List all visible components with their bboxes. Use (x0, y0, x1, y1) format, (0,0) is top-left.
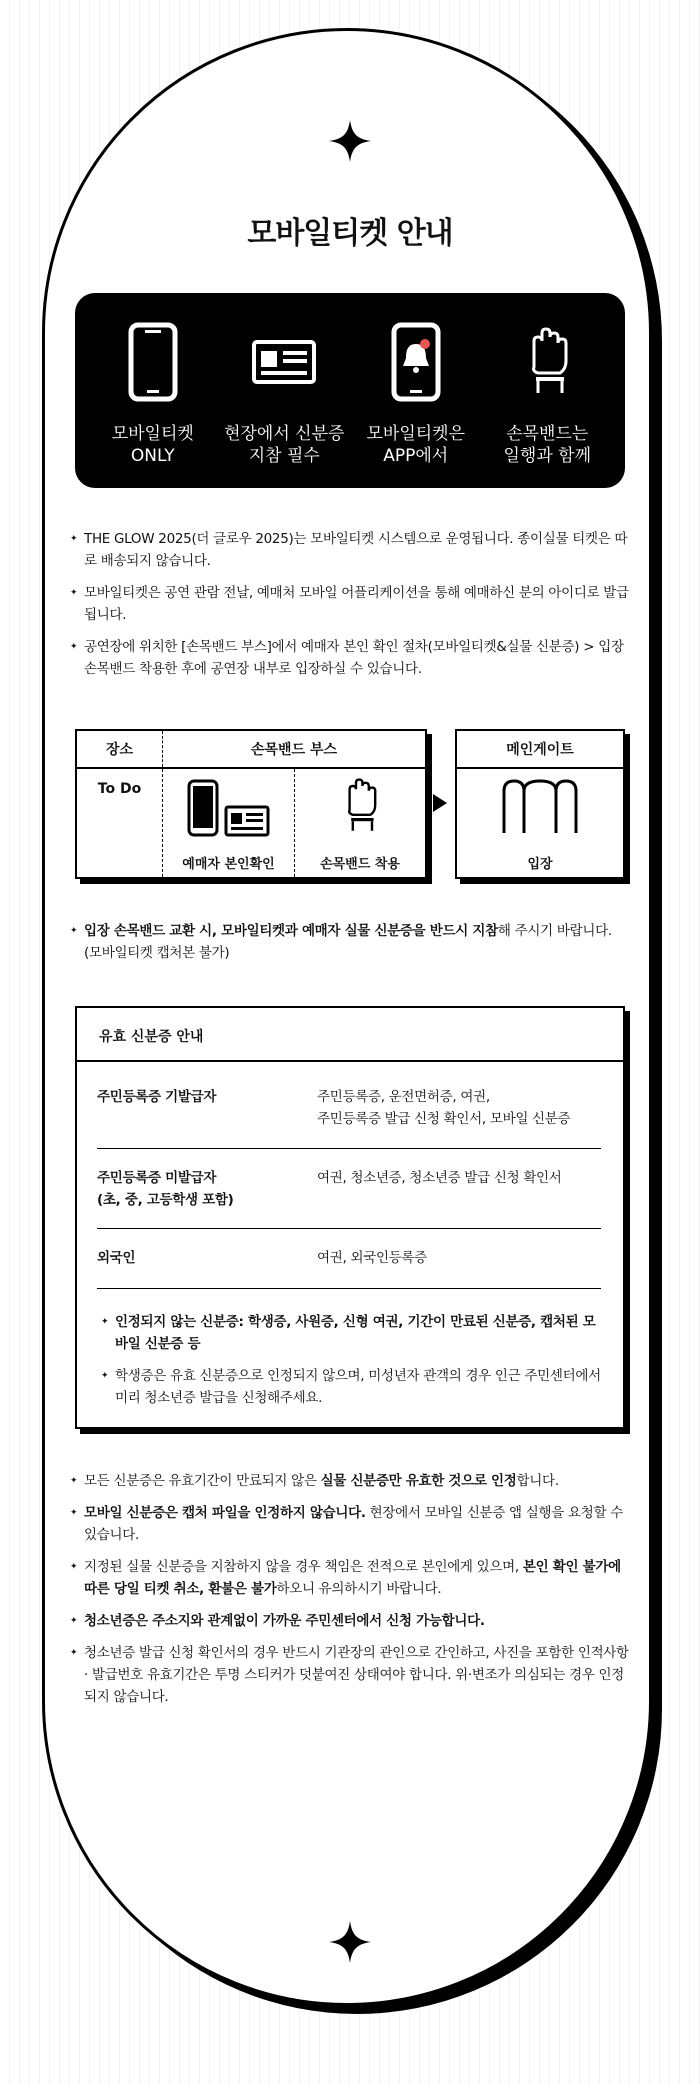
id-guide-box (75, 1006, 625, 1429)
icon-label: 현장에서 신분증 지참 필수 (224, 424, 345, 466)
step-enter (457, 769, 623, 872)
icon-label: 모바일티켓 ONLY (111, 424, 194, 466)
todo-label: To Do (77, 769, 163, 877)
booth-flow-box (75, 729, 427, 879)
id-guide-heading: 유효 신분증 안내 (77, 1008, 623, 1062)
id-card-icon (222, 319, 347, 405)
booth-header: 손목밴드 부스 (250, 742, 338, 758)
sparkle-top-icon (329, 120, 371, 162)
icon-label: 모바일티켓은 APP에서 (366, 424, 466, 466)
step-enter-label: 입장 (527, 857, 553, 872)
sparkle-bottom-icon (329, 1921, 371, 1963)
arrow-right-icon (433, 794, 447, 812)
step-verify (163, 769, 295, 877)
icon-cell-id-required (222, 319, 347, 488)
page-title: 모바일티켓 안내 (247, 216, 453, 251)
table-row: 외국인 여권, 외국인등록증 (97, 1229, 601, 1289)
intro-bullets (70, 528, 635, 690)
exchange-note (70, 920, 635, 974)
table-row: 주민등록증 미발급자 (초, 중, 고등학생 포함) 여권, 청소년증, 청소년증 발급 신청 확인서 (97, 1149, 601, 1229)
list-item: ✦ 입장 손목밴드 교환 시, 모바일티켓과 예매자 실물 신분증을 반드시 지참해 주시기 바랍니다. (모바일티켓 캡처본 불가) (70, 920, 635, 964)
bottom-bullets (70, 1470, 635, 1718)
table-row: 주민등록증 기발급자 주민등록증, 운전면허증, 여권, 주민등록증 발급 신청 확인서, 모바일 신분증 (97, 1062, 601, 1149)
icon-cell-app (353, 319, 478, 488)
phone-notification-icon (353, 319, 478, 405)
list-item: ✦ 인정되지 않는 신분증: 학생증, 사원증, 신형 여권, 기간이 만료된 신분증, 캡처된 모바일 신분증 등 (101, 1311, 601, 1355)
phone-icon (90, 319, 215, 405)
list-item: ✦ 청소년증 발급 신청 확인서의 경우 반드시 기관장의 관인으로 간인하고, 사진을 포함한 인적사항 · 발급번호 유효기간은 투명 스티커가 덧붙여진 상태여야 합니다. 위·변조가 의심되는 경우 인정되지 않습니다. (70, 1642, 635, 1708)
list-item: ✦ THE GLOW 2025(더 글로우 2025)는 모바일티켓 시스템으로 운영됩니다. 종이실물 티켓은 따로 배송되지 않습니다. (70, 528, 635, 572)
step-wristband (295, 769, 425, 877)
icon-panel (75, 293, 625, 488)
wristband-icon (340, 777, 380, 835)
step-wristband-label: 손목밴드 착용 (320, 857, 400, 872)
list-item: ✦ 모바일 신분증은 캡처 파일을 인정하지 않습니다. 현장에서 모바일 신분증 앱 실행을 요청할 수 있습니다. (70, 1502, 635, 1546)
list-item: ✦ 청소년증은 주소지와 관계없이 가까운 주민센터에서 신청 가능합니다. (70, 1610, 635, 1632)
list-item: ✦ 모든 신분증은 유효기간이 만료되지 않은 실물 신분증만 유효한 것으로 인정합니다. (70, 1470, 635, 1492)
step-verify-label: 예매자 본인확인 (182, 857, 275, 872)
gate-flow-box (455, 729, 625, 879)
icon-cell-wristband (485, 319, 610, 488)
gate-icon (500, 777, 580, 835)
phone-icon (187, 779, 219, 837)
icon-label: 손목밴드는 일행과 함께 (503, 424, 591, 466)
list-item: ✦ 공연장에 위치한 [손목밴드 부스]에서 예매자 본인 확인 절차(모바일티켓&실물 신분증) > 입장 손목밴드 착용한 후에 공연장 내부로 입장하실 수 있습니다. (70, 636, 635, 680)
place-header: 장소 (77, 731, 163, 767)
id-card-icon (224, 805, 270, 837)
list-item: ✦ 지정된 실물 신분증을 지참하지 않을 경우 책임은 전적으로 본인에게 있으며, 본인 확인 불가에 따른 당일 티켓 취소, 환불은 불가하오니 유의하시기 바랍니다. (70, 1556, 635, 1600)
list-item: ✦ 모바일티켓은 공연 관람 전날, 예매처 모바일 어플리케이션을 통해 예매하신 분의 아이디로 발급됩니다. (70, 582, 635, 626)
id-notes (77, 1289, 623, 1409)
icon-cell-mobile-only (90, 319, 215, 488)
gate-header: 메인게이트 (457, 731, 623, 769)
wristband-icon (485, 319, 610, 405)
list-item: ✦ 학생증은 유효 신분증으로 인정되지 않으며, 미성년자 관객의 경우 인근 주민센터에서 미리 청소년증 발급을 신청해주세요. (101, 1365, 601, 1409)
